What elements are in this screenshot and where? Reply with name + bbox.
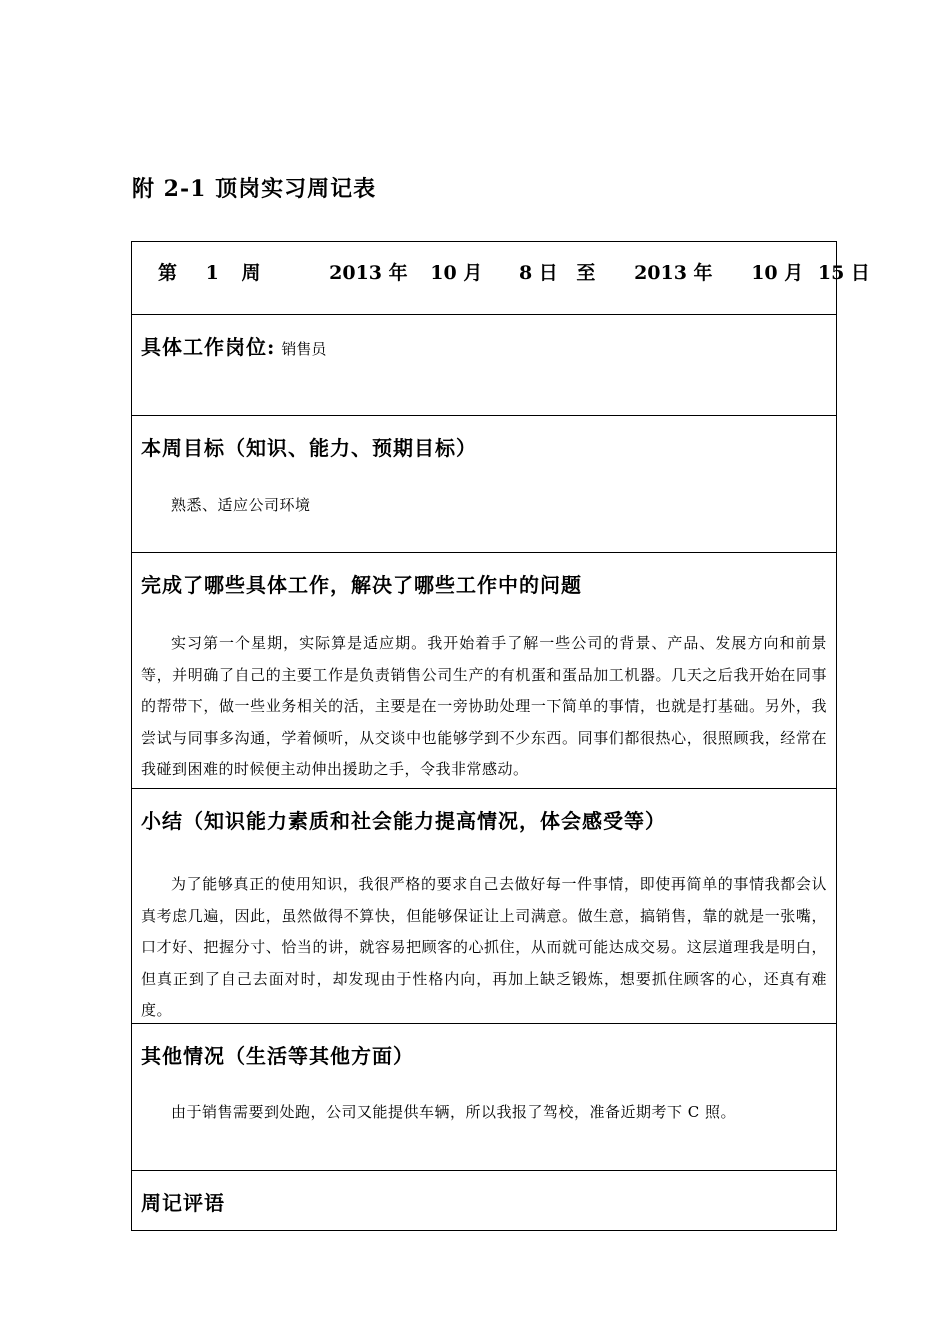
completed-work-text: 实习第一个星期，实际算是适应期。我开始着手了解一些公司的背景、产品、发展方向和前景等，并明确了自己的主要工作是负责销售公司生产的有机蛋和蛋品加工机器。几天之后我开始在同事的帮带下，做一些业务相关的活，主要是在一旁协助处理一下简单的事情，也就是打基础。另外，我尝试与同事多沟通，学着倾听，从交谈中也能够学到不少东西。同事们都很热心，很照顾我，经常在我碰到困难的时候便主动伸出援助之手，令我非常感动。 bbox=[141, 634, 827, 778]
summary-text: 为了能够真正的使用知识，我很严格的要求自己去做好每一件事情，即使再简单的事情我都会认真考虑几遍，因此，虽然做得不算快，但能够保证让上司满意。做生意，搞销售，靠的就是一张嘴，口才好、把握分寸、恰当的讲，就容易把顾客的心抓住，从而就可能达成交易。这层道理我是明白，但真正到了自己去面对时，却发现由于性格内向，再加上缺乏锻炼，想要抓住顾客的心，还真有难度。 bbox=[141, 875, 827, 1019]
weekly-goal-heading: 本周目标（知识、能力、预期目标） bbox=[141, 436, 477, 460]
job-post-heading bbox=[141, 331, 326, 360]
from-month: 10 月 bbox=[430, 262, 483, 284]
weekly-journal-form bbox=[131, 241, 870, 1231]
from-day: 8 日 bbox=[518, 262, 558, 284]
other-situation-row bbox=[132, 1023, 836, 1170]
review-comment-heading: 周记评语 bbox=[141, 1191, 225, 1215]
weekly-goal-row bbox=[132, 415, 836, 552]
week-number: 1 bbox=[205, 262, 219, 284]
week-date-range bbox=[158, 258, 870, 285]
week-label-post: 周 bbox=[241, 262, 261, 284]
to-year: 2013 年 bbox=[634, 262, 713, 284]
to-word: 至 bbox=[576, 262, 596, 284]
to-day: 15 日 bbox=[817, 262, 870, 284]
job-post-value: 销售员 bbox=[281, 340, 327, 358]
completed-work-row bbox=[132, 552, 836, 788]
summary-row bbox=[132, 788, 836, 1023]
summary-heading: 小结（知识能力素质和社会能力提高情况，体会感受等） bbox=[141, 809, 666, 833]
document-title: 附 2-1 顶岗实习周记表 bbox=[132, 176, 377, 202]
week-header-row bbox=[132, 242, 870, 314]
from-year: 2013 年 bbox=[329, 262, 408, 284]
job-post-label: 具体工作岗位: bbox=[141, 335, 276, 359]
week-label-pre: 第 bbox=[158, 262, 178, 284]
weekly-goal-text: 熟悉、适应公司环境 bbox=[171, 496, 311, 514]
job-post-row bbox=[132, 314, 836, 415]
to-month: 10 月 bbox=[751, 262, 804, 284]
other-situation-text: 由于销售需要到处跑，公司又能提供车辆，所以我报了驾校，准备近期考下 C 照。 bbox=[171, 1103, 737, 1121]
other-situation-heading: 其他情况（生活等其他方面） bbox=[141, 1044, 414, 1068]
review-comment-row bbox=[132, 1170, 836, 1232]
completed-work-heading: 完成了哪些具体工作，解决了哪些工作中的问题 bbox=[141, 573, 582, 597]
